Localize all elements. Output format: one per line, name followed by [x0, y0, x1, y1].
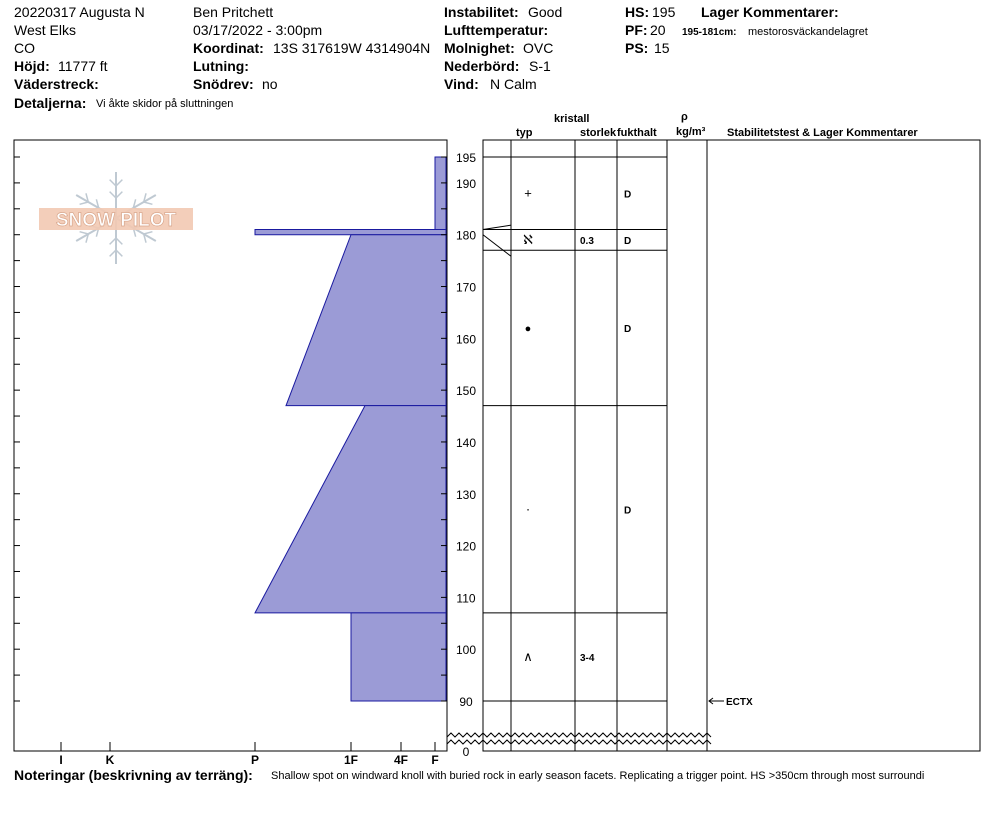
wind-label: Vind: — [444, 76, 479, 92]
depth-tick-label: 195 — [455, 151, 477, 165]
layer-comment-range: 195-181cm: — [682, 27, 737, 38]
size-header: storlek — [580, 127, 617, 139]
observer-name: Ben Pritchett — [193, 4, 274, 20]
depth-tick-label: 190 — [455, 176, 477, 191]
boundary-connector — [483, 235, 511, 257]
drift-label: Snödrev: — [193, 76, 254, 92]
hs-label: HS: — [625, 4, 650, 20]
hardness-layer — [435, 157, 446, 230]
moisture-value: D — [624, 505, 632, 517]
air-temp-label: Lufttemperatur: — [444, 22, 549, 38]
layer-comment-text: mestorosväckandelagret — [748, 26, 868, 38]
type-header: typ — [516, 127, 533, 139]
precip-label: Nederbörd: — [444, 58, 520, 74]
depth-tick-label: 170 — [455, 280, 477, 295]
hardness-tick-label: F — [431, 753, 439, 767]
instability-label: Instabilitet: — [444, 4, 519, 20]
profile-title: 20220317 Augusta N — [14, 4, 145, 20]
coordinate-label: Koordinat: — [193, 40, 264, 56]
axis-break-line — [447, 740, 711, 744]
hs-value: 195 — [652, 4, 676, 20]
hardness-layer — [255, 406, 446, 613]
hardness-layer — [351, 613, 446, 701]
boundary-connector — [483, 225, 511, 229]
crystal-size: 3-4 — [580, 652, 595, 664]
crystal-symbol: + — [524, 185, 532, 201]
wind-value: N Calm — [490, 76, 537, 92]
ps-label: PS: — [625, 40, 649, 56]
logo-text: SNOW PILOT — [55, 210, 177, 231]
density-unit-header: kg/m³ — [676, 126, 706, 138]
hardness-layer — [255, 230, 446, 235]
depth-tick-label: 150 — [455, 384, 477, 399]
depth-tick-label: 120 — [455, 539, 477, 554]
crystal-symbol: ● — [524, 322, 532, 335]
elevation-value: 11777 ft — [58, 58, 108, 74]
details-value: Vi åkte skidor på sluttningen — [96, 98, 234, 110]
details-label: Detaljerna: — [14, 95, 87, 111]
drift-value: no — [262, 76, 278, 92]
moisture-value: D — [624, 323, 632, 335]
hardness-tick-label: 1F — [343, 753, 359, 767]
crystal-symbol: ∧ — [523, 648, 533, 664]
pf-label: PF: — [625, 22, 648, 38]
observation-datetime: 03/17/2022 - 3:00pm — [193, 22, 323, 38]
state-name: CO — [14, 40, 35, 56]
chart-frames — [14, 140, 980, 751]
hardness-layer — [286, 235, 446, 406]
snowflake-branch — [144, 202, 153, 204]
precip-value: S-1 — [529, 58, 551, 74]
snowpilot-logo — [39, 172, 193, 264]
stability-test-label: ECTX — [726, 697, 753, 708]
depth-tick-label: 160 — [455, 332, 477, 347]
moisture-value: D — [624, 189, 632, 201]
rho-header: ρ — [681, 111, 688, 123]
aspect-label: Väderstreck: — [14, 76, 99, 92]
hardness-tick-label: I — [59, 753, 63, 767]
moisture-header: fukthalt — [617, 127, 657, 139]
crystal-size: 0.3 — [580, 235, 594, 247]
depth-tick-label: 100 — [455, 643, 477, 658]
crystal-symbol: · — [525, 501, 531, 517]
layer-comments-title: Lager Kommentarer: — [701, 4, 839, 20]
stability-header: Stabilitetstest & Lager Kommentarer — [727, 127, 918, 139]
hardness-profile — [255, 157, 446, 701]
depth-tick-label: 110 — [456, 591, 476, 606]
crystal-symbol: ℵ — [523, 231, 533, 247]
sky-value: OVC — [523, 40, 554, 56]
crystal-header: kristall — [554, 113, 590, 125]
moisture-value: D — [624, 235, 632, 247]
sky-label: Molnighet: — [444, 40, 515, 56]
snowflake-branch — [80, 232, 89, 234]
ps-value: 15 — [654, 40, 670, 56]
depth-tick-label: 130 — [455, 487, 477, 502]
range-name: West Elks — [14, 22, 76, 38]
coordinate-value: 13S 317619W 4314904N — [273, 40, 431, 56]
snowflake-branch — [80, 202, 89, 204]
depth-tick-label: 140 — [455, 435, 477, 450]
elevation-label: Höjd: — [14, 58, 50, 74]
depth-tick-label: 90 — [459, 695, 473, 709]
notes-label: Noteringar (beskrivning av terräng): — [14, 767, 253, 783]
hardness-tick-label: K — [105, 753, 115, 767]
depth-tick-label: 180 — [455, 228, 477, 243]
snowflake-branch — [144, 232, 153, 234]
hardness-axis — [59, 742, 438, 767]
pf-value: 20 — [650, 22, 666, 38]
layer-table — [447, 140, 753, 751]
notes-text: Shallow spot on windward knoll with buried rock in early season facets. Replicating a trigger point. HS >350cm through most surroundi — [271, 770, 925, 782]
instability-value: Good — [528, 4, 563, 20]
hardness-tick-label: 4F — [393, 753, 409, 767]
table-frame — [483, 140, 980, 751]
hardness-tick-label: P — [250, 753, 260, 767]
axis-break-line — [447, 733, 711, 737]
depth-tick-label: 0 — [462, 745, 470, 759]
slope-label: Lutning: — [193, 58, 249, 74]
